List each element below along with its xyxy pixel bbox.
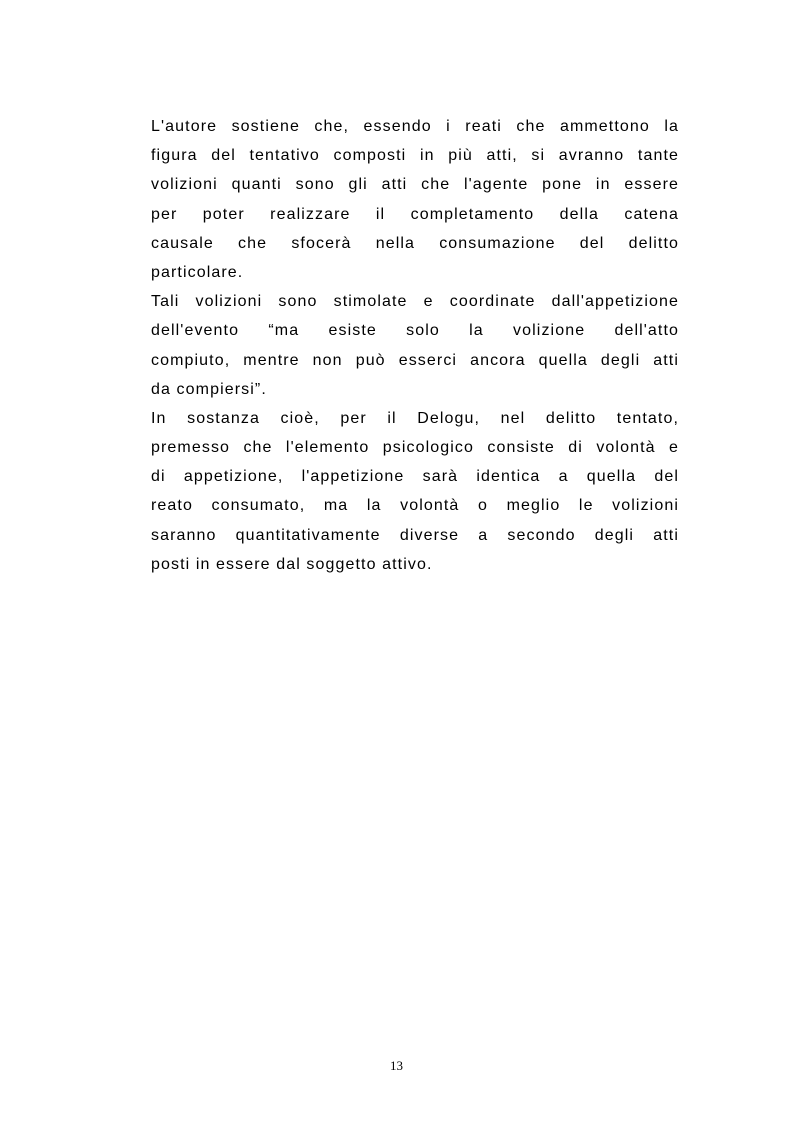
text-line: di appetizione, l'appetizione sarà identica a quella del	[151, 468, 679, 486]
text-line: particolare.	[151, 263, 244, 281]
text-line: Tali volizioni sono stimolate e coordinate dall'appetizione	[151, 293, 679, 311]
text-line: In sostanza cioè, per il Delogu, nel delitto tentato,	[151, 409, 679, 427]
text-line: per poter realizzare il completamento della catena	[151, 205, 679, 223]
text-line: causale che sfocerà nella consumazione del delitto	[151, 234, 679, 252]
page-number: 13	[390, 1058, 403, 1073]
text-line: dell'evento “ma esiste solo la volizione dell'atto	[151, 322, 679, 340]
text-line: posti in essere dal soggetto attivo.	[151, 555, 433, 573]
body-text	[151, 112, 679, 579]
text-line: figura del tentativo composti in più atti, si avranno tante	[151, 147, 679, 165]
text-line: saranno quantitativamente diverse a secondo degli atti	[151, 526, 679, 544]
text-line: volizioni quanti sono gli atti che l'agente pone in essere	[151, 176, 679, 194]
text-line: compiuto, mentre non può esserci ancora quella degli atti	[151, 351, 679, 369]
text-line: da compiersi”.	[151, 380, 267, 398]
text-line: premesso che l'elemento psicologico consiste di volontà e	[151, 439, 679, 457]
text-line: reato consumato, ma la volontà o meglio le volizioni	[151, 497, 679, 515]
text-line: L'autore sostiene che, essendo i reati che ammettono la	[151, 118, 679, 135]
